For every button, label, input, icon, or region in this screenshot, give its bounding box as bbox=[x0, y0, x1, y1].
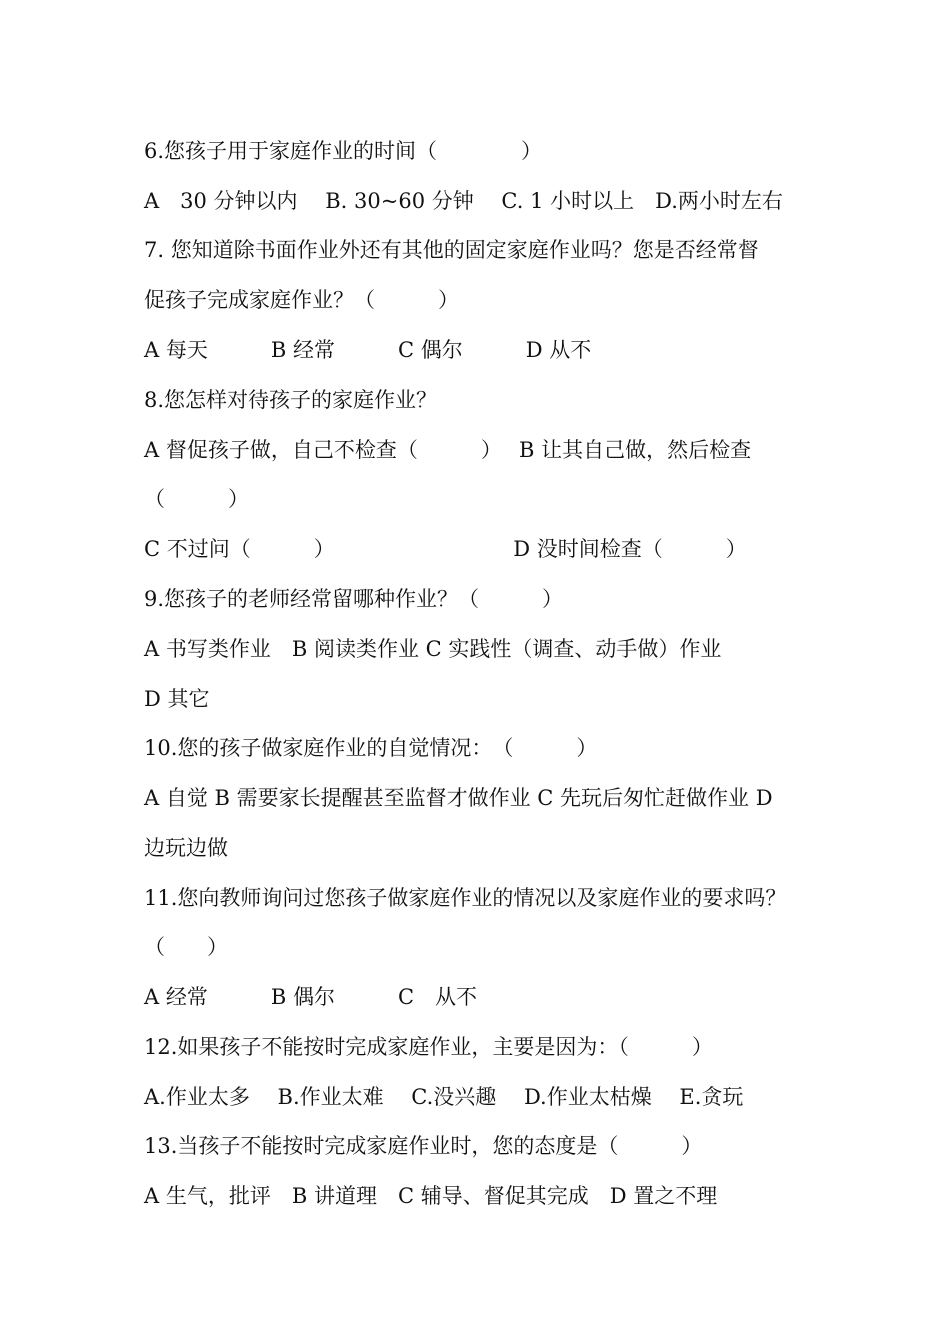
question-7: 7. 您知道除书面作业外还有其他的固定家庭作业吗？您是否经常督 bbox=[144, 238, 759, 262]
options-7: A 每天 B 经常 C 偶尔 D 从不 bbox=[144, 338, 592, 362]
options-6: A 30 分钟以内 B. 30~60 分钟 C. 1 小时以上 D.两小时左右 bbox=[144, 189, 783, 213]
question-8: 8.您怎样对待孩子的家庭作业？ bbox=[144, 388, 438, 412]
question-10: 10.您的孩子做家庭作业的自觉情况： （ ） bbox=[144, 736, 598, 760]
options-8-ab: A 督促孩子做，自己不检查（ ） B 让其自己做，然后检查 bbox=[144, 438, 752, 462]
options-8-cd: C 不过问（ ） D 没时间检查（ ） bbox=[144, 537, 747, 561]
options-8-b-blank: （ ） bbox=[144, 487, 249, 511]
question-6: 6.您孩子用于家庭作业的时间（ ） bbox=[144, 139, 543, 163]
options-9-d: D 其它 bbox=[144, 687, 210, 711]
question-7-cont: 促孩子完成家庭作业？（ ） bbox=[144, 288, 459, 312]
question-9: 9.您孩子的老师经常留哪种作业？（ ） bbox=[144, 587, 564, 611]
options-13: A 生气，批评 B 讲道理 C 辅导、督促其完成 D 置之不理 bbox=[144, 1184, 718, 1208]
question-12: 12.如果孩子不能按时完成家庭作业，主要是因为：（ ） bbox=[144, 1035, 713, 1059]
question-11: 11.您向教师询问过您孩子做家庭作业的情况以及家庭作业的要求吗？ bbox=[144, 886, 787, 910]
options-9: A 书写类作业 B 阅读类作业 C 实践性（调查、动手做）作业 bbox=[144, 637, 722, 661]
question-11-blank: （ ） bbox=[144, 935, 228, 959]
options-11: A 经常 B 偶尔 C 从不 bbox=[144, 985, 478, 1009]
question-13: 13.当孩子不能按时完成家庭作业时，您的态度是（ ） bbox=[144, 1134, 703, 1158]
options-10: A 自觉 B 需要家长提醒甚至监督才做作业 C 先玩后匆忙赶做作业 D bbox=[144, 786, 773, 810]
options-10-d: 边玩边做 bbox=[144, 836, 228, 860]
options-12: A.作业太多 B.作业太难 C.没兴趣 D.作业太枯燥 E.贪玩 bbox=[144, 1085, 744, 1109]
